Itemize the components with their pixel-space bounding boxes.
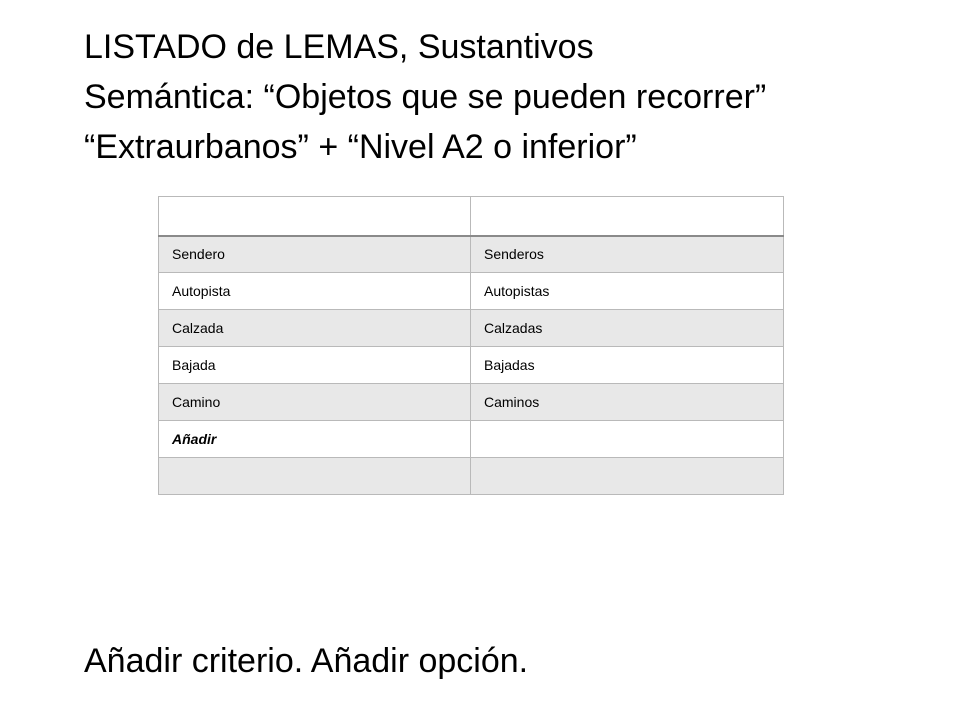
singular-cell: Sendero <box>159 236 471 273</box>
table-header-row <box>159 197 784 236</box>
footer-text: Añadir criterio. Añadir opción. <box>84 642 529 680</box>
header-cell-plural <box>471 197 784 236</box>
singular-cell: Autopista <box>159 273 471 310</box>
singular-cell <box>159 458 471 495</box>
lemma-table <box>158 196 784 495</box>
title-line-1: LISTADO de LEMAS, Sustantivos <box>84 28 594 66</box>
slide-title <box>84 22 944 172</box>
plural-cell <box>471 421 784 458</box>
title-line-3: “Extraurbanos” + “Nivel A2 o inferior” <box>84 128 637 166</box>
plural-cell-link[interactable]: Caminos <box>471 384 784 421</box>
title-line-2: Semántica: “Objetos que se pueden recorrer” <box>84 78 767 116</box>
plural-cell: Calzadas <box>471 310 784 347</box>
header-cell-singular <box>159 197 471 236</box>
table-row <box>159 458 784 495</box>
table-row <box>159 310 784 347</box>
plural-cell: Bajadas <box>471 347 784 384</box>
singular-cell: Camino <box>159 384 471 421</box>
table-row <box>159 421 784 458</box>
singular-cell: Bajada <box>159 347 471 384</box>
table-row <box>159 273 784 310</box>
singular-cell: Calzada <box>159 310 471 347</box>
table-row <box>159 384 784 421</box>
plural-cell: Senderos <box>471 236 784 273</box>
add-cell[interactable]: Añadir <box>159 421 471 458</box>
table-row <box>159 347 784 384</box>
plural-cell: Autopistas <box>471 273 784 310</box>
plural-cell <box>471 458 784 495</box>
table-row <box>159 236 784 273</box>
